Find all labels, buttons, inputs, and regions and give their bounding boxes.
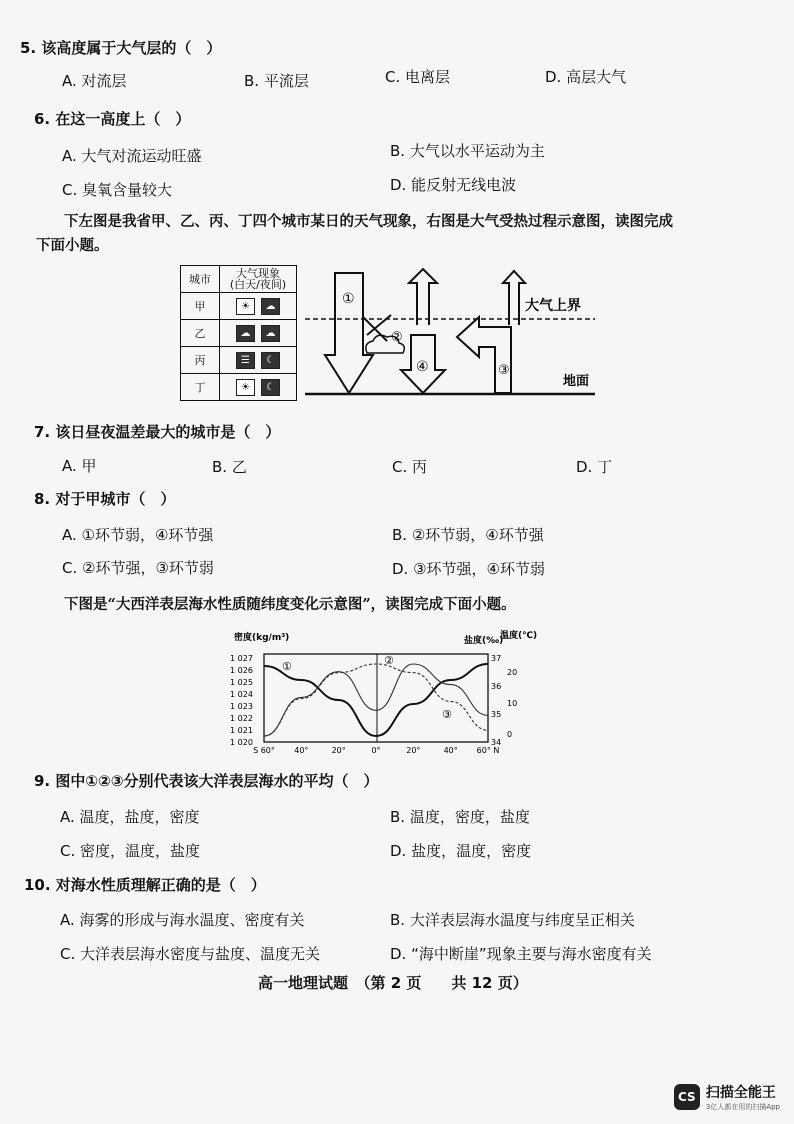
q6-stem: 6. 在这一高度上（ ）: [34, 110, 191, 128]
city-cell: 丙: [181, 347, 220, 374]
temperature-tick: 10: [507, 699, 518, 708]
q10-option-c: C. 大洋表层海水密度与盐度、温度无关: [60, 945, 321, 963]
q10-option-a: A. 海雾的形成与海水温度、密度有关: [60, 911, 305, 929]
series-1-marker: ①: [282, 660, 292, 673]
q6-option-d: D. 能反射无线电波: [390, 176, 517, 194]
q10-stem: 10. 对海水性质理解正确的是（ ）: [24, 876, 266, 894]
series-3-marker: ③: [442, 708, 452, 721]
q6-option-b: B. 大气以水平运动为主: [390, 142, 545, 160]
salinity-axis-title: 盐度(‰): [464, 636, 504, 646]
city-cell: 乙: [181, 320, 220, 347]
density-tick: 1 021: [230, 726, 253, 735]
series-line-3: [264, 664, 488, 736]
watermark-logo: CS: [674, 1084, 700, 1110]
scanner-watermark: [674, 1082, 780, 1112]
q8-option-d: D. ③环节强，④环节弱: [392, 560, 545, 578]
heat-process-diagram: [305, 265, 601, 400]
q5-option-a: A. 对流层: [62, 72, 127, 90]
q6-option-a: A. 大气对流运动旺盛: [62, 147, 202, 165]
density-tick: 1 023: [230, 702, 253, 711]
temperature-tick: 20: [507, 668, 518, 677]
q7-option-d: D. 丁: [576, 458, 613, 476]
page-footer: 高一地理试题 （第 2 页 共 12 页）: [258, 974, 528, 992]
city-cell: 丁: [181, 374, 220, 401]
arrow-3: [457, 317, 511, 393]
cloud-icon: ☁: [261, 325, 280, 342]
weather-header-label: 大气现象: [236, 267, 280, 280]
table-header-weather: [220, 266, 297, 293]
arrow-up: [409, 269, 437, 325]
q7-stem: 7. 该日昼夜温差最大的城市是（ ）: [34, 423, 281, 441]
q8-stem: 8. 对于甲城市（ ）: [34, 490, 176, 508]
q5-option-b: B. 平流层: [244, 72, 309, 90]
label-4: ④: [416, 359, 429, 375]
moon-icon: ☾: [261, 379, 280, 396]
intro-weather: 下左图是我省甲、乙、丙、丁四个城市某日的天气现象，右图是大气受热过程示意图，读图完成: [64, 213, 673, 230]
temperature-tick: 0: [507, 730, 513, 739]
q9-option-d: D. 盐度，温度，密度: [390, 842, 532, 860]
q7-option-b: B. 乙: [212, 458, 247, 476]
intro-weather-cont: 下面小题。: [36, 237, 109, 254]
q7-option-c: C. 丙: [392, 458, 428, 476]
moon-icon: ☾: [261, 352, 280, 369]
q8-option-b: B. ②环节弱，④环节强: [392, 526, 544, 544]
weather-table: [180, 265, 297, 401]
city-cell: 甲: [181, 293, 220, 320]
q9-option-b: B. 温度，密度，盐度: [390, 808, 530, 826]
ocean-properties-chart: [228, 626, 538, 756]
ground-label: 地面: [563, 374, 590, 389]
x-tick: 20°: [331, 746, 346, 755]
q5-option-c: C. 电离层: [385, 68, 451, 86]
cloud-icon: ☁: [261, 298, 280, 315]
q5-option-d: D. 高层大气: [545, 68, 627, 86]
cloud-icon: ☁: [236, 325, 255, 342]
density-tick: 1 022: [230, 714, 253, 723]
x-tick: 0°: [371, 746, 381, 755]
q9-option-c: C. 密度，温度，盐度: [60, 842, 201, 860]
density-tick: 1 024: [230, 690, 253, 699]
intro-ocean: 下图是“大西洋表层海水性质随纬度变化示意图”，读图完成下面小题。: [64, 596, 516, 613]
table-row: [181, 374, 297, 401]
density-tick: 1 020: [230, 738, 253, 747]
watermark-title: 扫描全能王: [705, 1085, 776, 1101]
salinity-tick: 37: [491, 654, 502, 663]
series-line-1: [264, 664, 488, 736]
x-tick: 60° N: [476, 746, 500, 755]
salinity-tick: 35: [491, 710, 502, 719]
density-axis-title: 密度(kg/m³): [234, 633, 290, 643]
label-1: ①: [342, 291, 355, 307]
q5-stem: 5. 该高度属于大气层的（ ）: [20, 39, 222, 57]
q9-stem: 9. 图中①②③分别代表该大洋表层海水的平均（ ）: [34, 772, 379, 790]
q9-option-a: A. 温度，盐度，密度: [60, 808, 200, 826]
x-tick: S 60°: [253, 746, 275, 755]
table-header-city: 城市: [181, 266, 220, 293]
temperature-axis-title: 温度(℃): [500, 631, 538, 641]
table-row: [181, 320, 297, 347]
weather-header-sub: (白天/夜间): [229, 278, 287, 291]
q8-option-c: C. ②环节强，③环节弱: [62, 559, 214, 577]
label-3: ③: [498, 363, 510, 378]
x-tick: 40°: [294, 746, 309, 755]
q10-option-d: D. “海中断崖”现象主要与海水密度有关: [390, 945, 652, 963]
series-2-marker: ②: [384, 654, 394, 667]
sun-icon: ☀: [236, 379, 255, 396]
sun-icon: ☀: [236, 298, 255, 315]
table-row: [181, 293, 297, 320]
q7-option-a: A. 甲: [62, 457, 97, 475]
table-row: [181, 347, 297, 374]
label-2: ②: [391, 330, 403, 345]
density-tick: 1 027: [230, 654, 253, 663]
salinity-tick: 34: [491, 738, 502, 747]
q8-option-a: A. ①环节弱，④环节强: [62, 526, 214, 544]
q10-option-b: B. 大洋表层海水温度与纬度呈正相关: [390, 911, 635, 929]
x-tick: 40°: [443, 746, 458, 755]
watermark-subtitle: 3亿人都在用的扫描App: [705, 1103, 780, 1111]
salinity-tick: 36: [491, 682, 502, 691]
upper-boundary-label: 大气上界: [525, 298, 581, 314]
q6-option-c: C. 臭氧含量较大: [62, 181, 173, 199]
series-line-2: [264, 664, 488, 736]
overcast-icon: ☰: [236, 352, 255, 369]
x-tick: 20°: [406, 746, 421, 755]
density-tick: 1 025: [230, 678, 253, 687]
density-tick: 1 026: [230, 666, 253, 675]
